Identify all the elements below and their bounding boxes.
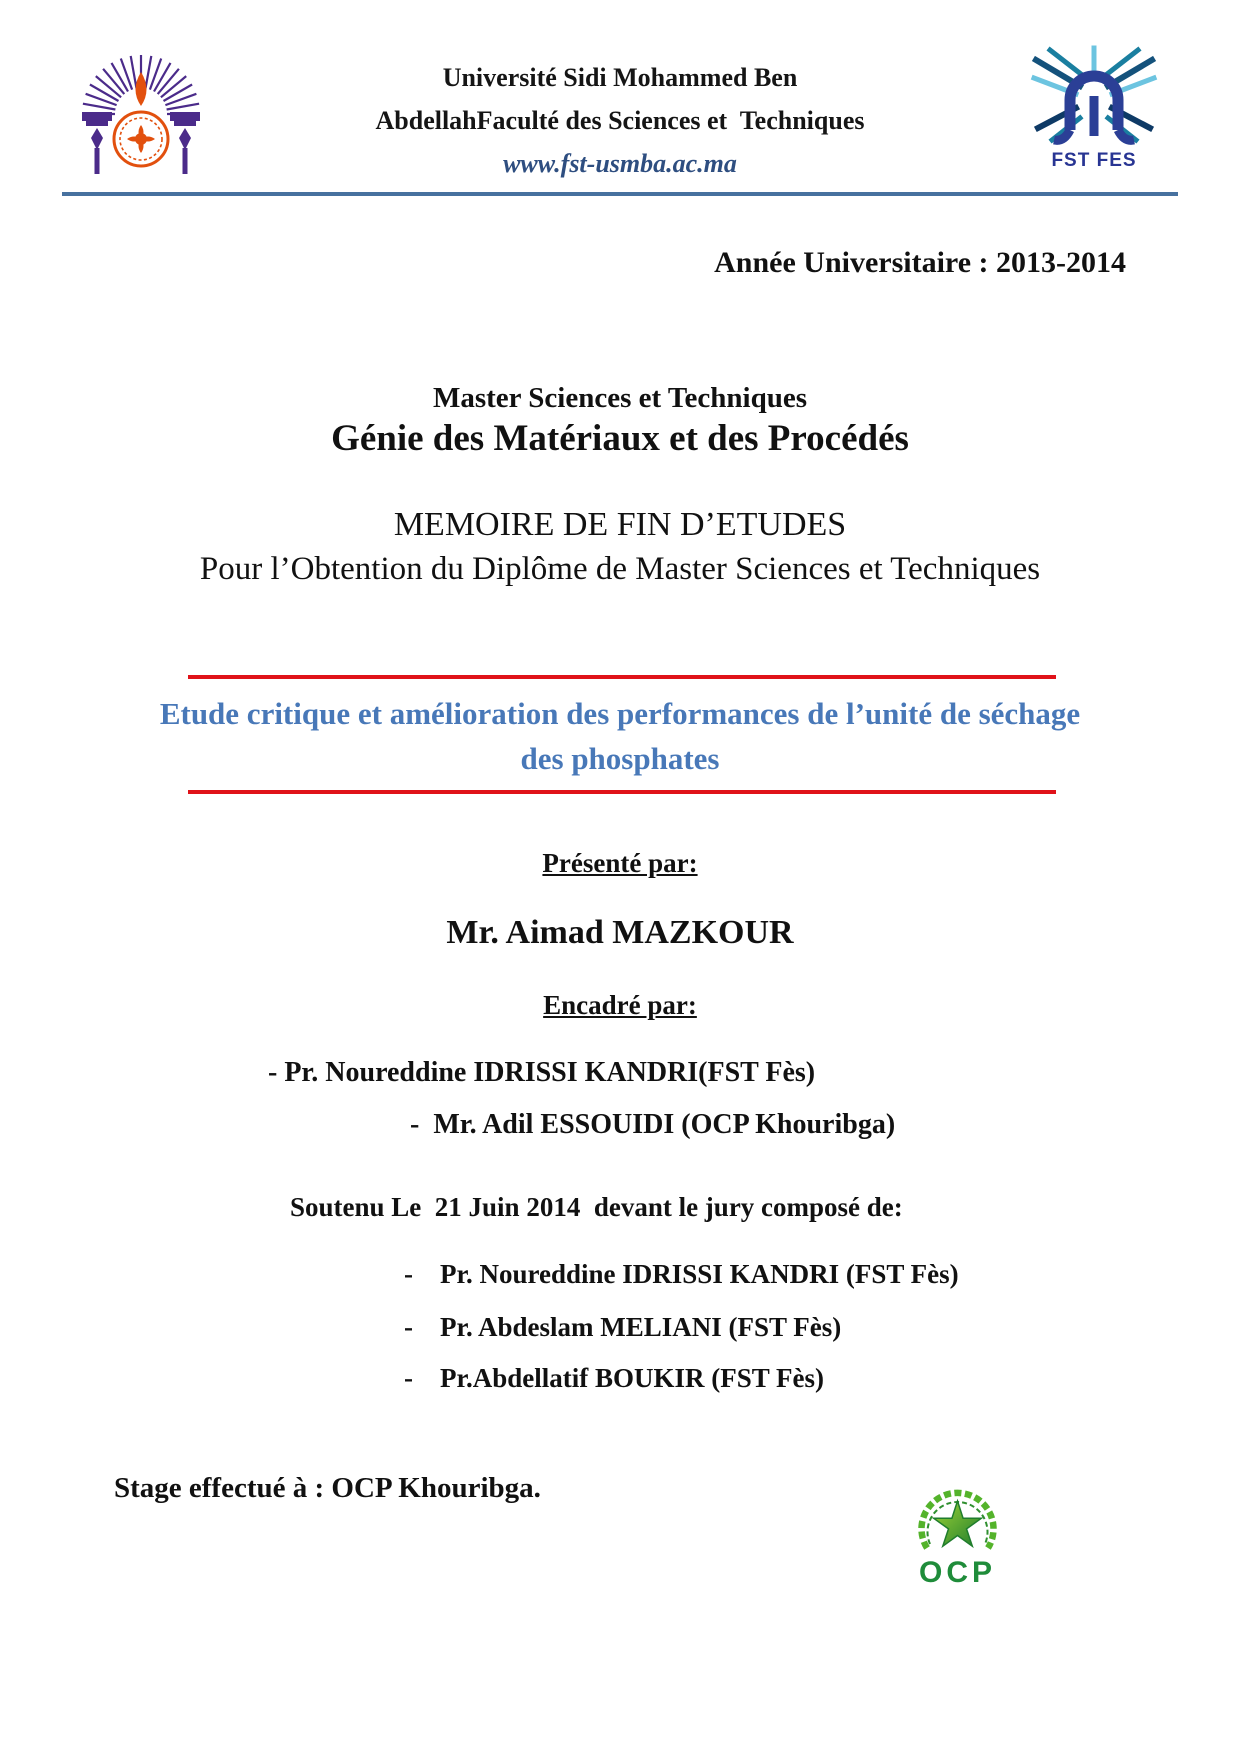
fst-fes-logo — [1030, 44, 1158, 172]
university-name-line1: Université Sidi Mohammed Ben — [442, 63, 798, 92]
thesis-title-line1: Etude critique et amélioration des performances de l’unité de séchage — [159, 696, 1081, 731]
academic-year: Année Universitaire : 2013-2014 — [714, 246, 1126, 279]
jury-dash: - — [404, 1259, 413, 1289]
red-rule-bottom — [188, 790, 1056, 794]
supervised-by-label: Encadré par: — [543, 990, 697, 1020]
fst-fes-caption: FST FES — [1051, 150, 1137, 171]
jury-member-row — [404, 1312, 841, 1343]
memoire-heading: MEMOIRE DE FIN D’ETUDES — [393, 506, 847, 543]
memoire-subheading: Pour l’Obtention du Diplôme de Master Sciences et Techniques — [199, 551, 1041, 587]
jury-member-2: Pr. Abdeslam MELIANI (FST Fès) — [440, 1312, 842, 1342]
jury-dash: - — [404, 1363, 413, 1393]
thesis-title-line2: des phosphates — [520, 741, 720, 776]
red-rule-top — [188, 675, 1056, 679]
ocp-logo — [900, 1488, 1015, 1590]
defense-date-line: Soutenu Le 21 Juin 2014 devant le jury composé de: — [290, 1192, 903, 1222]
jury-member-3: Pr.Abdellatif BOUKIR (FST Fès) — [440, 1363, 825, 1393]
header-divider-rule — [62, 192, 1178, 196]
jury-member-1: Pr. Noureddine IDRISSI KANDRI (FST Fès) — [440, 1259, 959, 1289]
presented-by-label: Présenté par: — [542, 848, 698, 878]
university-name-line2: AbdellahFaculté des Sciences et Techniques — [375, 106, 865, 135]
fst-fes-emblem-icon — [1030, 44, 1158, 148]
thesis-title — [0, 691, 1240, 781]
ocp-caption: OCP — [918, 1556, 996, 1589]
supervisor-2: - Mr. Adil ESSOUIDI (OCP Khouribga) — [410, 1109, 896, 1140]
university-website-link[interactable]: www.fst-usmba.ac.ma — [503, 149, 737, 178]
jury-member-row — [404, 1259, 959, 1290]
jury-member-row — [404, 1363, 824, 1394]
supervisor-1: - Pr. Noureddine IDRISSI KANDRI(FST Fès) — [268, 1057, 816, 1088]
jury-dash: - — [404, 1312, 413, 1342]
program-title-line1: Master Sciences et Techniques — [432, 382, 808, 414]
internship-location-line: Stage effectué à : OCP Khouribga. — [114, 1472, 541, 1504]
author-name: Mr. Aimad MAZKOUR — [446, 914, 794, 951]
program-title-line2: Génie des Matériaux et des Procédés — [331, 418, 909, 459]
